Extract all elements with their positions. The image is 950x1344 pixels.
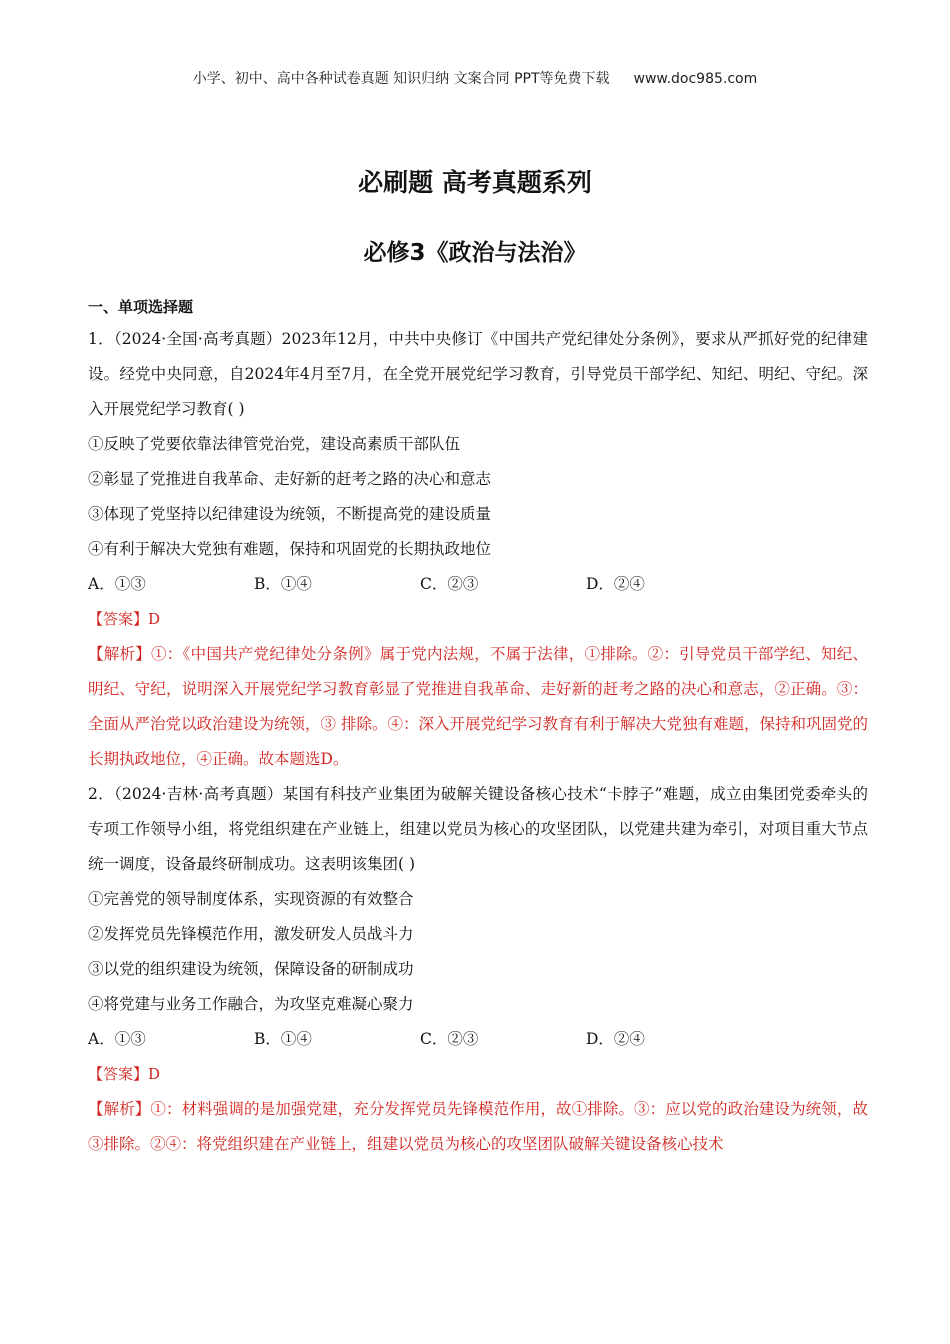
header-banner-text: 小学、初中、高中各种试卷真题 知识归纳 文案合同 PPT等免费下载 [192, 71, 610, 87]
question-option: ④将党建与业务工作融合，为攻坚克难凝心聚力 [88, 995, 414, 1013]
question-option: ②彰显了党推进自我革命、走好新的赶考之路的决心和意志 [88, 470, 492, 488]
question-option: ③以党的组织建设为统领，保障设备的研制成功 [88, 960, 414, 978]
choice-a: A．①③ [88, 1030, 146, 1048]
question-option: ②发挥党员先锋模范作用，激发研发人员战斗力 [88, 925, 414, 943]
analysis-paragraph [88, 1092, 868, 1162]
document-body [88, 292, 868, 1162]
page-header-banner [0, 68, 950, 88]
analysis-text: ①：材料强调的是加强党建，充分发挥党员先锋模范作用，故①排除。③：应以党的政治建设为统领，故③排除。②④：将党组织建在产业链上，组建以党员为核心的攻坚团队破解关键设备核心技术 [88, 1100, 868, 1153]
analysis-text: ①：《中国共产党纪律处分条例》属于党内法规，不属于法律，①排除。②：引导党员干部学纪、知纪、明纪、守纪，说明深入开展党纪学习教育彰显了党推进自我革命、走好新的赶考之路的决心和意志，②正确。③：全面从严治党以政治建设为统领，③ 排除。④：深入开展党纪学习教育有利于解决大党独有难题，保持和巩固党的长期执政地位，④正确。故本题选D。 [88, 645, 868, 768]
analysis-paragraph [88, 637, 868, 777]
question-2 [88, 777, 868, 1162]
section-heading: 一、单项选择题 [88, 298, 194, 316]
question-option: ①完善党的领导制度体系，实现资源的有效整合 [88, 890, 414, 908]
choice-d: D．②④ [586, 1030, 645, 1048]
document-title: 必刷题 高考真题系列 [358, 168, 592, 197]
answer-choices [88, 1022, 868, 1057]
question-option: ④有利于解决大党独有难题，保持和巩固党的长期执政地位 [88, 540, 492, 558]
question-stem: 1．（2024·全国·高考真题）2023年12月，中共中央修订《中国共产党纪律处分条例》，要求从严抓好党的纪律建设。经党中央同意，自2024年4月至7月，在全党开展党纪学习教育，引导党员干部学纪、知纪、明纪、守纪。深入开展党纪学习教育( ) [88, 330, 868, 418]
choice-c: C．②③ [420, 1030, 479, 1048]
analysis-label: 【解析】 [88, 645, 152, 663]
choice-b: B．①④ [254, 575, 312, 593]
choice-d: D．②④ [586, 575, 645, 593]
choice-b: B．①④ [254, 1030, 312, 1048]
answer-choices [88, 567, 868, 602]
document-subtitle: 必修3《政治与法治》 [363, 240, 587, 266]
choice-a: A．①③ [88, 575, 146, 593]
question-option: ①反映了党要依靠法律管党治党，建设高素质干部队伍 [88, 435, 461, 453]
analysis-label: 【解析】 [88, 1100, 151, 1118]
answer-line: 【答案】D [88, 1065, 161, 1083]
question-1 [88, 322, 868, 777]
header-site-link[interactable]: www.doc985.com [633, 71, 758, 87]
answer-line: 【答案】D [88, 610, 161, 628]
question-stem: 2．（2024·吉林·高考真题）某国有科技产业集团为破解关键设备核心技术“卡脖子”难题，成立由集团党委牵头的专项工作领导小组，将党组织建在产业链上，组建以党员为核心的攻坚团队，以党建共建为牵引，对项目重大节点统一调度，设备最终研制成功。这表明该集团( ) [88, 785, 868, 873]
question-option: ③体现了党坚持以纪律建设为统领，不断提高党的建设质量 [88, 505, 492, 523]
choice-c: C．②③ [420, 575, 479, 593]
